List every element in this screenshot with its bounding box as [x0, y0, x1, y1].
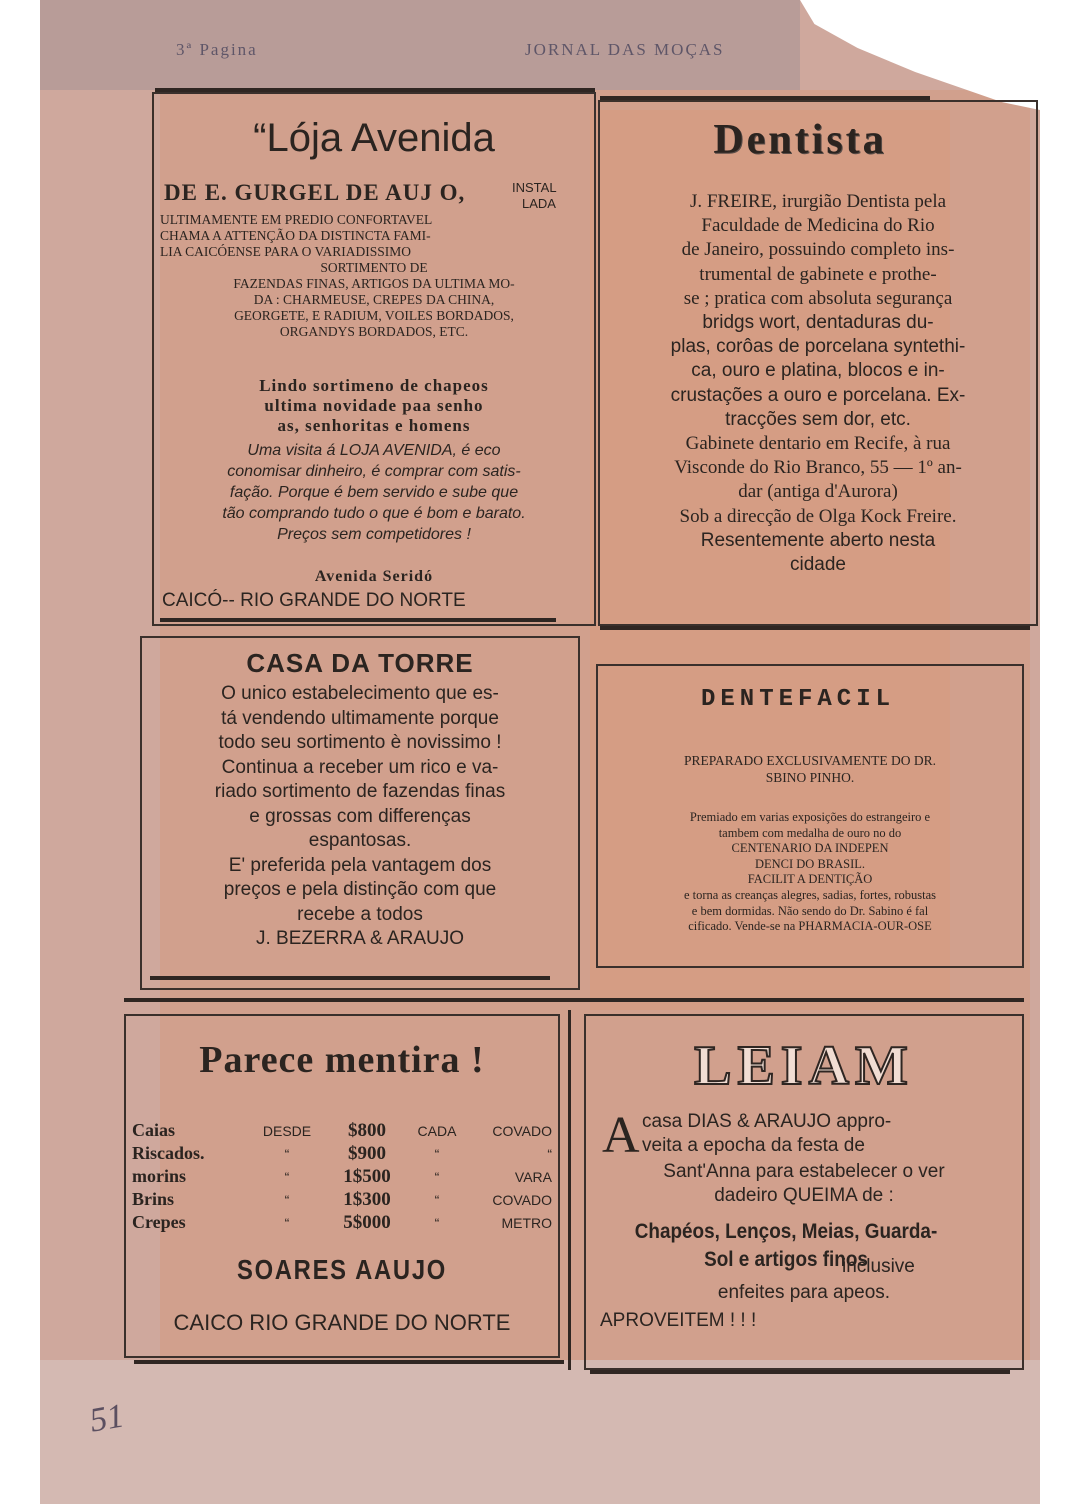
newspaper-name: JORNAL DAS MOÇAS [525, 40, 725, 59]
ad-line: cidade [790, 554, 846, 576]
ad-body-caps [160, 212, 588, 340]
ad-body [598, 810, 1022, 935]
ad-line: e grossas com differenças [249, 805, 471, 827]
ad-line: Sant'Anna para estabelecer o ver [663, 1161, 945, 1182]
rule [590, 1370, 1010, 1374]
ad-line: dar (antiga d'Aurora) [738, 481, 898, 503]
ad-line: SORTIMENTO DE [320, 260, 428, 275]
ad-line: e torna as creanças alegres, sadias, fortes, robustas [684, 887, 936, 902]
lada-label: LADA [522, 196, 556, 211]
price-prefix: DESDE [262, 1123, 312, 1139]
ad-body [142, 682, 578, 952]
ad-line: ULTIMAMENTE EM PREDIO CONFORTAVEL [160, 212, 433, 227]
price-unit: COVADO [492, 1123, 552, 1139]
price-value: 1$300 [343, 1189, 391, 1210]
ad-line: SBINO PINHO. [765, 770, 855, 785]
ad-signature: J. BEZERRA & ARAUJO [256, 928, 464, 949]
owner-name: DE E. GURGEL DE AUJ O, [164, 180, 466, 205]
pencil-annotation: 51 [86, 1397, 127, 1440]
table-row [132, 1120, 552, 1143]
table-row [132, 1189, 552, 1212]
ad-dentista [598, 100, 1038, 626]
price-prefix: “ [284, 1146, 290, 1162]
column-rule [568, 1010, 571, 1370]
ad-body [586, 1160, 1022, 1208]
price-value: 1$500 [343, 1166, 391, 1187]
enfeites-line: enfeites para apeos. [717, 1282, 891, 1303]
ad-line: as, senhoritas e homens [277, 416, 471, 435]
ad-italic-lines [154, 440, 594, 545]
ad-line: DA : CHARMEUSE, CREPES DA CHINA, [253, 292, 495, 307]
ad-line: ultima novidade paa senho [264, 396, 484, 415]
ad-city: CAICO RIO GRANDE DO NORTE [173, 1310, 511, 1335]
price-table [132, 1120, 552, 1235]
ad-line: tá vendendo ultimamente porque [221, 707, 499, 729]
ad-bold-lines [154, 376, 594, 436]
item-name: Brins [132, 1189, 175, 1209]
section-rule [124, 998, 1024, 1002]
table-row [132, 1166, 552, 1189]
item-name: morins [132, 1166, 186, 1186]
rule [150, 976, 550, 980]
paper-bottom-strip [40, 1360, 1040, 1504]
ad-line: ca, ouro e platina, blocos e in- [691, 360, 945, 382]
ad-line: Continua a receber um rico e va- [221, 756, 499, 778]
ad-line: Chapéos, Lenços, Meias, Guarda- [634, 1220, 938, 1243]
ad-line: Resentemente aberto nesta [700, 529, 936, 551]
price-value: $800 [348, 1120, 386, 1141]
price-suffix: “ [434, 1146, 440, 1162]
ad-title: Dentista [713, 117, 887, 163]
drop-cap: A [602, 1107, 640, 1164]
ad-line: veita a epocha da festa de [642, 1135, 865, 1156]
ad-line: tambem com medalha de ouro no do [718, 825, 902, 840]
rule [600, 626, 1030, 630]
price-suffix: “ [434, 1215, 440, 1231]
ad-casa-da-torre [140, 636, 580, 990]
price-suffix: “ [434, 1192, 440, 1208]
inclusive-text: inclusive [842, 1256, 915, 1277]
item-name: Riscados. [132, 1143, 205, 1163]
price-prefix: “ [284, 1215, 290, 1231]
ad-line: Uma visita á LOJA AVENIDA, é eco [247, 442, 501, 459]
ad-line: crustações a ouro e porcelana. Ex- [670, 384, 966, 406]
ad-line: Visconde do Rio Branco, 55 — 1º an- [674, 457, 962, 479]
ad-street: Avenida Seridó [314, 568, 434, 585]
ad-line: Lindo sortimeno de chapeos [259, 376, 489, 395]
ad-title: “Lója Avenida [253, 116, 495, 160]
ad-line: espantosas. [308, 830, 412, 851]
table-row [132, 1212, 552, 1235]
closing-line: APROVEITEM ! ! ! [600, 1310, 757, 1331]
price-unit: VARA [514, 1169, 552, 1185]
ad-line: dadeiro QUEIMA de : [714, 1185, 894, 1206]
ad-line: se ; pratica com absoluta segurança [683, 287, 953, 309]
ad-title: CASA DA TORRE [246, 648, 474, 678]
ad-title: LEIAM [694, 1035, 914, 1097]
ad-line: GEORGETE, E RADIUM, VOILES BORDADOS, [234, 308, 514, 323]
ad-line: LIA CAICÓENSE PARA O VARIADISSIMO [160, 244, 412, 259]
ad-line: preços e pela distinção com que [223, 879, 497, 900]
item-name: Crepes [132, 1212, 186, 1232]
table-row [132, 1143, 552, 1166]
price-suffix: “ [434, 1169, 440, 1185]
ad-line: Faculdade de Medicina do Rio [701, 215, 935, 237]
ad-line: tão comprando tudo o que é bom e barato. [222, 505, 526, 522]
price-suffix: CADA [417, 1123, 457, 1139]
ad-owner-row [164, 180, 594, 211]
ad-loja-avenida [152, 92, 596, 626]
ad-line: tracções sem dor, etc. [725, 408, 911, 430]
ad-line: Sol e artigos finos [704, 1248, 868, 1271]
price-prefix: “ [284, 1192, 290, 1208]
ad-line: riado sortimento de fazendas finas [214, 781, 506, 802]
ad-line: fação. Porque é bem servido e sube que [229, 484, 519, 501]
price-value: 5$000 [343, 1212, 391, 1233]
ad-line: Premiado em varias exposições do estrangeiro e [689, 810, 931, 824]
ad-signature: SOARES AAUJO [237, 1254, 447, 1285]
price-unit: METRO [501, 1215, 552, 1231]
ad-city: CAICÓ-- RIO GRANDE DO NORTE [162, 590, 466, 611]
price-unit: “ [547, 1146, 552, 1162]
ad-line: ORGANDYS BORDADOS, ETC. [279, 324, 469, 339]
ad-line: cificado. Vende-se na PHARMACIA-OUR-OSE [688, 919, 932, 934]
ad-title: Parece mentira ! [199, 1039, 485, 1081]
ad-body-intro [642, 1110, 1022, 1158]
price-value: $900 [348, 1143, 386, 1164]
price-unit: COVADO [492, 1192, 552, 1208]
rule [134, 1360, 564, 1364]
ad-line: FACILIT A DENTIÇÃO [747, 872, 873, 887]
price-prefix: “ [284, 1169, 290, 1185]
torn-edge [1040, 0, 1088, 1504]
ad-leiam [584, 1014, 1024, 1370]
rule [160, 618, 556, 622]
ad-line: Preços sem competidores ! [277, 526, 471, 543]
ad-body [600, 190, 1036, 577]
ad-line: CHAMA A ATTENÇÃO DA DISTINCTA FAMI- [160, 228, 431, 243]
ad-line: Gabinete dentario em Recife, à rua [685, 433, 951, 455]
page-number: 3ª Pagina [176, 40, 258, 59]
ad-line: casa DIAS & ARAUJO appro- [642, 1111, 892, 1132]
ad-line: O unico estabelecimento que es- [221, 683, 499, 704]
ad-line: E' preferida pela vantagem dos [228, 854, 492, 876]
ad-line: Sob a direcção de Olga Kock Freire. [679, 505, 957, 527]
item-name: Caias [132, 1120, 176, 1140]
ad-line: recebe a todos [297, 903, 423, 925]
ad-line: J. FREIRE, irurgião Dentista pela [689, 191, 947, 212]
ad-line: CENTENARIO DA INDEPEN [731, 841, 889, 856]
ad-line: PREPARADO EXCLUSIVAMENTE DO DR. [683, 753, 937, 768]
ad-subtitle [598, 752, 1022, 786]
ad-line: e bem dormidas. Não sendo do Dr. Sabino é fal [691, 903, 929, 918]
ad-line: FAZENDAS FINAS, ARTIGOS DA ULTIMA MO- [233, 276, 515, 291]
ad-line: de Janeiro, possuindo completo ins- [681, 239, 955, 261]
ad-line: plas, corôas de porcelana syntethi- [670, 336, 966, 358]
ad-title: DENTEFACIL [700, 686, 896, 713]
ad-line: conomisar dinheiro, é comprar com satis- [227, 463, 521, 480]
ad-dentefacil [596, 664, 1024, 968]
ad-line: todo seu sortimento è novissimo ! [218, 732, 502, 753]
ad-line: bridgs wort, dentaduras du- [702, 312, 934, 334]
instal-label: INSTAL [512, 180, 557, 195]
ad-line: trumental de gabinete e prothe- [699, 263, 937, 285]
ad-line: DENCI DO BRASIL. [754, 856, 866, 871]
